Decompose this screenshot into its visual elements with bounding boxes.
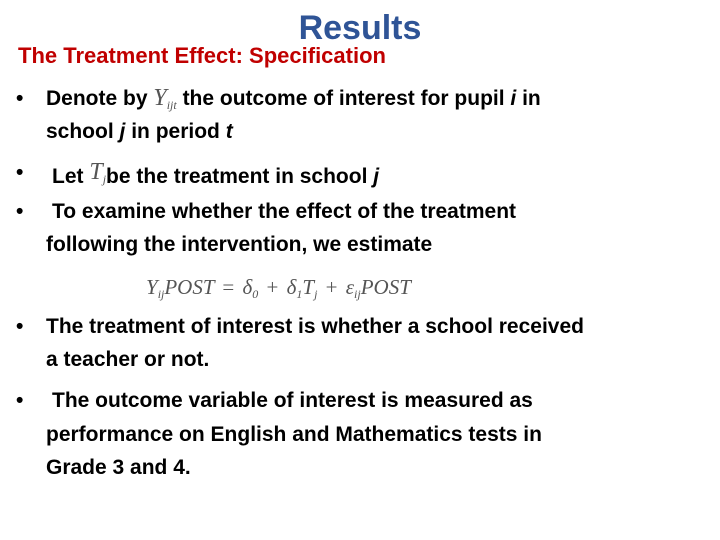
eq-delta0: δ: [242, 275, 253, 299]
eq-post: POST: [360, 275, 411, 299]
outcome-symbol: [153, 85, 176, 111]
school-variable: j: [119, 120, 126, 143]
bullet-2-text-a: Let: [52, 165, 90, 188]
eq-delta1: δ: [286, 275, 297, 299]
treatment-symbol-subscript: j: [102, 172, 107, 186]
eq-post: POST: [164, 275, 215, 299]
regression-equation: [146, 272, 411, 309]
eq-t: T: [302, 275, 315, 299]
bullet-marker: •: [16, 200, 24, 223]
eq-epsilon: ε: [345, 275, 355, 299]
bullet-1-line-2: [46, 115, 233, 148]
eq-plus: +: [325, 275, 338, 299]
bullet-3-line-1: To examine whether the effect of the treatment: [52, 200, 517, 223]
bullet-5-line-3: Grade 3 and 4.: [46, 456, 191, 479]
slide-title: Results: [298, 9, 422, 47]
bullet-marker: •: [16, 389, 24, 412]
bullet-1-text-a: Denote by: [46, 87, 154, 110]
bullet-1-text-c: in: [516, 87, 541, 110]
bullet-1-text-d: school: [46, 120, 120, 143]
eq-y-subscript: ij: [157, 287, 165, 301]
period-variable: t: [225, 120, 233, 143]
treatment-symbol: [89, 159, 106, 185]
bullet-3-line-2: following the intervention, we estimate: [46, 233, 433, 256]
bullet-marker: •: [16, 161, 24, 184]
bullet-2-line-1: [52, 156, 379, 196]
eq-epsilon-subscript: ij: [354, 287, 361, 301]
eq-y: Y: [146, 275, 158, 299]
bullet-marker: •: [16, 315, 24, 338]
bullet-2-text-b: be the treatment in school: [106, 165, 374, 188]
bullet-1-text-b: the outcome of interest for pupil: [176, 87, 511, 110]
eq-delta0-subscript: 0: [252, 287, 259, 301]
eq-t-subscript: j: [314, 287, 318, 301]
eq-equals: =: [222, 275, 235, 299]
bullet-marker: •: [16, 87, 24, 110]
outcome-symbol-base: Y: [153, 85, 167, 111]
bullet-5-line-2: performance on English and Mathematics tests in: [46, 423, 542, 446]
eq-plus: +: [266, 275, 279, 299]
slide-subtitle: The Treatment Effect: Specification: [18, 43, 386, 68]
bullet-4-line-2: a teacher or not.: [46, 348, 210, 371]
eq-delta1-subscript: 1: [296, 287, 303, 301]
school-variable: j: [373, 165, 380, 188]
treatment-symbol-base: T: [89, 159, 103, 185]
pupil-variable: i: [510, 87, 517, 110]
bullet-1-text-e: in period: [125, 120, 226, 143]
outcome-symbol-subscript: ijt: [166, 98, 177, 112]
bullet-4-line-1: The treatment of interest is whether a school received: [46, 315, 584, 338]
bullet-5-line-1: The outcome variable of interest is measured as: [52, 389, 533, 412]
